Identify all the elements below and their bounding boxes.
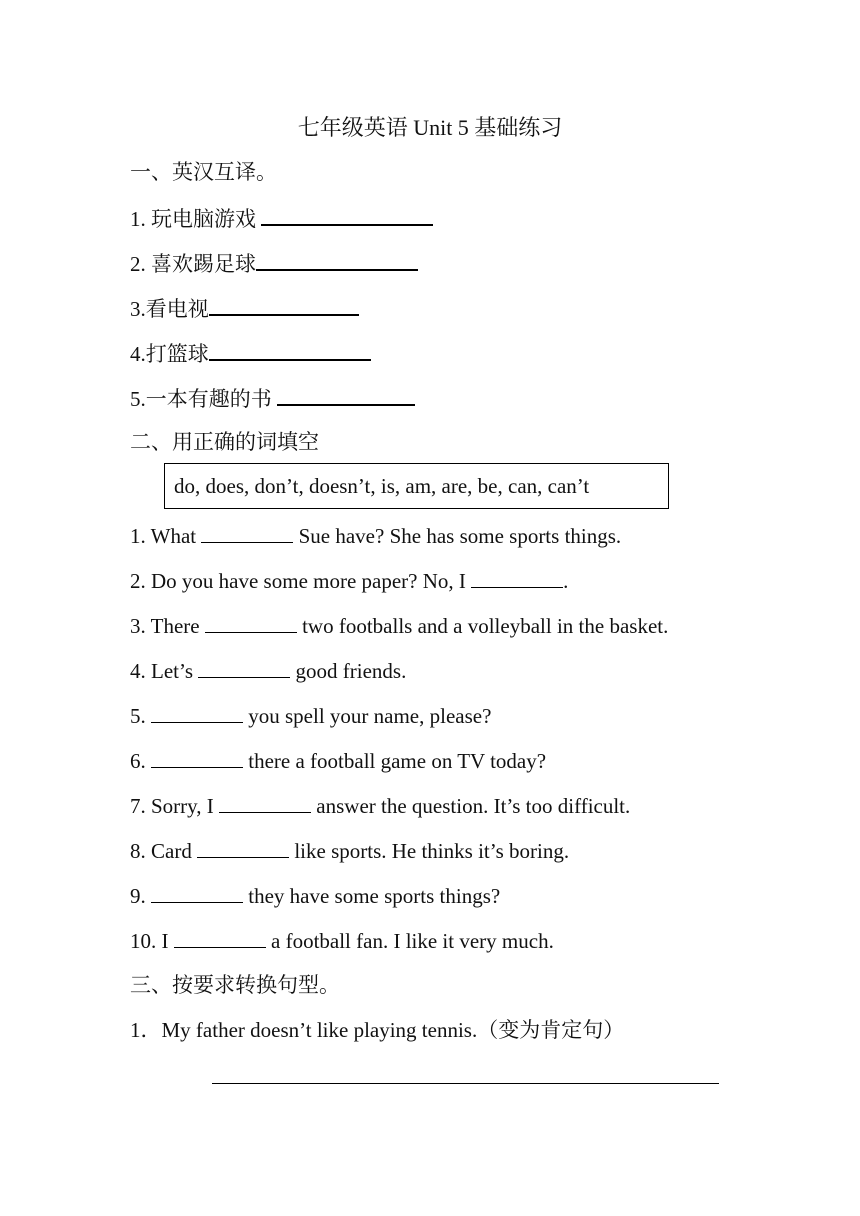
- item-text-after: they have some sports things?: [243, 884, 501, 908]
- answer-blank[interactable]: [197, 835, 289, 858]
- item-text-before: 1. What: [130, 524, 202, 548]
- item-text-after: you spell your name, please?: [243, 704, 492, 728]
- fill-item-7: [130, 790, 630, 821]
- fill-item-6: [130, 745, 546, 776]
- translation-item-2: [130, 247, 418, 279]
- answer-blank[interactable]: [151, 700, 243, 723]
- item-text-after: a football fan. I like it very much.: [265, 929, 554, 953]
- item-text-before: 10. I: [130, 929, 174, 953]
- answer-blank[interactable]: [471, 565, 563, 588]
- answer-blank[interactable]: [277, 382, 415, 406]
- answer-blank[interactable]: [261, 202, 433, 226]
- translation-item-1: [130, 202, 433, 234]
- fill-item-9: [130, 880, 500, 911]
- page-title: 七年级英语 Unit 5 基础练习: [297, 115, 563, 140]
- section3-heading: 三、按要求转换句型。: [130, 973, 340, 997]
- item-text-after: there a football game on TV today?: [243, 749, 547, 773]
- answer-blank[interactable]: [256, 247, 418, 271]
- item-text-before: 4. Let’s: [130, 659, 199, 683]
- transform-item-1: 1．My father doesn’t like playing tennis.（变为肯定句）: [130, 1018, 625, 1042]
- item-text: 2. 喜欢踢足球: [130, 252, 256, 276]
- item-text-before: 3. There: [130, 614, 205, 638]
- answer-blank[interactable]: [219, 790, 311, 813]
- item-text-after: like sports. He thinks it’s boring.: [289, 839, 570, 863]
- answer-blank[interactable]: [209, 337, 371, 361]
- fill-item-3: [130, 610, 668, 641]
- item-text-before: 7. Sorry, I: [130, 794, 220, 818]
- item-text: 5.一本有趣的书: [130, 387, 277, 411]
- section1-heading: 一、英汉互译。: [130, 160, 277, 184]
- item-text: 1. 玩电脑游戏: [130, 207, 262, 231]
- item-text: 4.打篮球: [130, 342, 209, 366]
- item-text-after: Sue have? She has some sports things.: [293, 524, 622, 548]
- translation-item-4: [130, 337, 371, 369]
- answer-line[interactable]: [212, 1083, 719, 1084]
- answer-blank[interactable]: [201, 520, 293, 543]
- item-text-before: 9.: [130, 884, 151, 908]
- fill-item-5: [130, 700, 491, 731]
- word-bank: do, does, don’t, doesn’t, is, am, are, be, can, can’t: [164, 463, 669, 509]
- answer-blank[interactable]: [205, 610, 297, 633]
- answer-blank[interactable]: [209, 292, 359, 316]
- item-text: 3.看电视: [130, 297, 209, 321]
- item-text-before: 8. Card: [130, 839, 198, 863]
- answer-blank[interactable]: [151, 880, 243, 903]
- item-text-before: 2. Do you have some more paper? No, I: [130, 569, 472, 593]
- answer-blank[interactable]: [198, 655, 290, 678]
- translation-item-3: [130, 292, 359, 324]
- fill-item-10: [130, 925, 554, 956]
- translation-item-5: [130, 382, 415, 414]
- fill-item-4: [130, 655, 406, 686]
- item-text-after: .: [563, 569, 569, 593]
- item-text-before: 6.: [130, 749, 151, 773]
- item-text-after: two footballs and a volleyball in the basket.: [296, 614, 669, 638]
- fill-item-2: [130, 565, 568, 596]
- fill-item-8: [130, 835, 569, 866]
- answer-blank[interactable]: [174, 925, 266, 948]
- item-text-before: 5.: [130, 704, 151, 728]
- item-text-after: answer the question. It’s too difficult.: [311, 794, 631, 818]
- answer-blank[interactable]: [151, 745, 243, 768]
- section2-heading: 二、用正确的词填空: [130, 430, 319, 454]
- item-text-after: good friends.: [290, 659, 407, 683]
- fill-item-1: [130, 520, 621, 551]
